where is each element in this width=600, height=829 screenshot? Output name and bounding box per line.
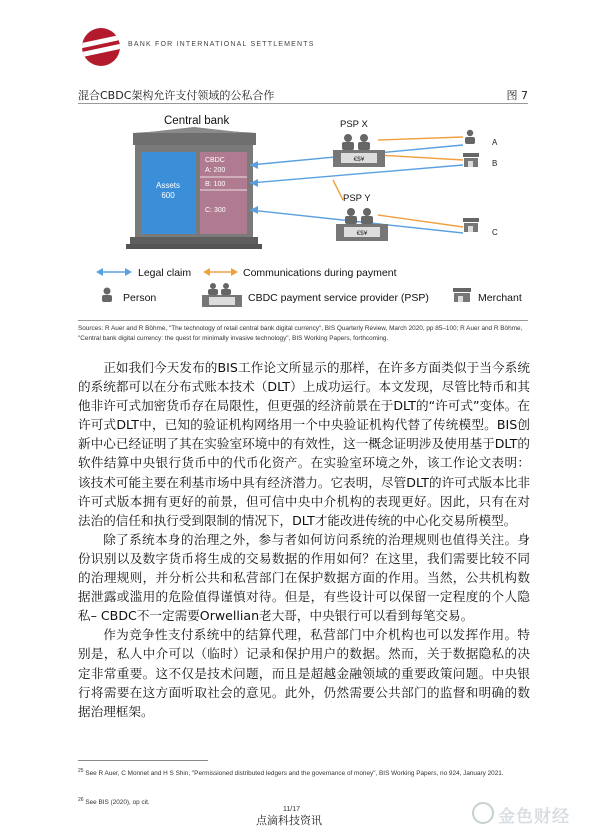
legend-legal-claim: Legal claim xyxy=(138,267,192,279)
legend-person: Person xyxy=(123,292,157,304)
assets-label: Assets xyxy=(155,181,181,190)
footnote-26-number: 26 xyxy=(78,797,84,804)
footnote-26 xyxy=(78,795,530,808)
figure-sources: Sources: R Auer and R Böhme, "The technology of retail central bank digital currency", BIS Quarterly Review, March 2020, pp 85–100; R Auer and R Böhme, "Central bank digital currency: the quest for minimally invasive technology", BIS Working Papers, forthcoming. xyxy=(78,325,523,342)
figure-rule xyxy=(78,320,528,321)
legend-person-icon xyxy=(102,288,112,303)
footnote-25-text: See R Auer, C Monnet and H S Shin, "Permissioned distributed ledgers and the governance of money", BIS Working Papers, no 924, January 2021. xyxy=(85,770,504,778)
title-rule xyxy=(78,103,528,104)
footnote-25-number: 25 xyxy=(78,768,84,774)
user-c-label: C xyxy=(492,228,498,237)
footnote-25 xyxy=(78,766,530,779)
page-number: 11/17 xyxy=(283,806,300,813)
psp-y-label: PSP Y xyxy=(343,193,371,204)
legend-legal-claim-arrow xyxy=(96,268,132,276)
legend-merchant-icon xyxy=(453,288,471,302)
cbdc-balance-a: A: 200 xyxy=(205,167,226,174)
psp-x-screen: €$¥ xyxy=(353,156,365,163)
watermark-logo-icon xyxy=(472,802,494,824)
cbdc-box xyxy=(200,152,247,234)
paragraph-1: 正如我们今天发布的BIS工作论文所显示的那样，在许多方面类似于当今系统的系统都可以在分布式账本技术（DLT）上成功运行。本文发现，尽管比特币和其他非许可式加密货币存在局限性，但更强的经济前景在于DLT的“许可式”变体。在许可式DLT中，已知的验证机构网络用一个中央验证机构代替了传统模型。BIS创新中心已经证明了其在实验室环境中的有效性，这一概念证明涉及使用基于DLT的软件结算中央银行货币中的代币化资产。在实验室环境之外，该工作论文表明：该技术可能主要在利基市场中具有经济潜力。它表明，尽管DLT的许可式版本比非许可式版本拥有更好的前景，但可信中央中介机构的表现更好。因此，只有在对法治的信任和执行受到限制的情况下，DLT才能改进传统的中心化交易所模型。 xyxy=(78,360,530,528)
cbdc-balance-c: C: 300 xyxy=(205,207,226,214)
legend-communications-arrow xyxy=(203,268,238,276)
watermark-text: 金色财经 xyxy=(498,807,570,827)
legend-psp: CBDC payment service provider (PSP) xyxy=(248,292,429,304)
paragraph-2: 除了系统本身的治理之外，参与者如何访问系统的治理规则也值得关注。身份识别以及数字货币将生成的交易数据的作用如何？在这里，我们需要比较不同的治理规则，并分析公共和私营部门在保护数据方面的作用。当然，公共机构数据泄露或滥用的危险值得谨慎对待。但是，有些设计可以保留一定程度的个人隐私– CBDC不一定需要Orwellian老大哥，中央银行可以看到每笔交易。 xyxy=(78,531,530,624)
bis-logo xyxy=(82,28,120,66)
footer-source: 点滴科技资讯 xyxy=(256,814,322,827)
assets-value: 600 xyxy=(161,191,175,200)
cbdc-architecture-diagram xyxy=(78,105,528,320)
central-bank-label: Central bank xyxy=(164,115,230,127)
paragraph-3: 作为竞争性支付系统中的结算代理，私营部门中介机构也可以发挥作用。特别是，私人中介可以（临时）记录和保护用户的数据。然而，关于数据隐私的决定非常重要。这不仅是技术问题，而且是超越金融领域的重要政策问题。中央银行将需要在这方面听取社会的意见。此外，仍然需要公共部门的监督和明确的数据治理框架。 xyxy=(78,627,530,719)
document-title: 混合CBDC架构允许支付领域的公私合作 xyxy=(78,89,275,102)
user-b-label: B xyxy=(492,159,498,168)
footnotes xyxy=(78,766,530,808)
psp-x-label: PSP X xyxy=(340,119,368,130)
merchant-c-icon xyxy=(463,218,479,232)
legend-merchant: Merchant xyxy=(478,292,522,304)
article-body xyxy=(78,358,530,721)
footnote-rule xyxy=(78,760,208,761)
cbdc-label: CBDC xyxy=(205,157,225,164)
psp-y-screen: €$¥ xyxy=(356,230,368,237)
legend-psp-icon xyxy=(202,283,242,307)
figure-label: 图 7 xyxy=(506,89,528,102)
legend-communications: Communications during payment xyxy=(243,267,397,279)
footnote-26-text: See BIS (2020), op cit. xyxy=(85,799,150,807)
person-a-icon xyxy=(465,130,475,144)
user-a-label: A xyxy=(492,138,498,147)
org-name: BANK FOR INTERNATIONAL SETTLEMENTS xyxy=(128,41,315,48)
watermark xyxy=(472,800,582,826)
merchant-b-icon xyxy=(463,153,479,167)
cbdc-balance-b: B: 100 xyxy=(205,181,226,188)
